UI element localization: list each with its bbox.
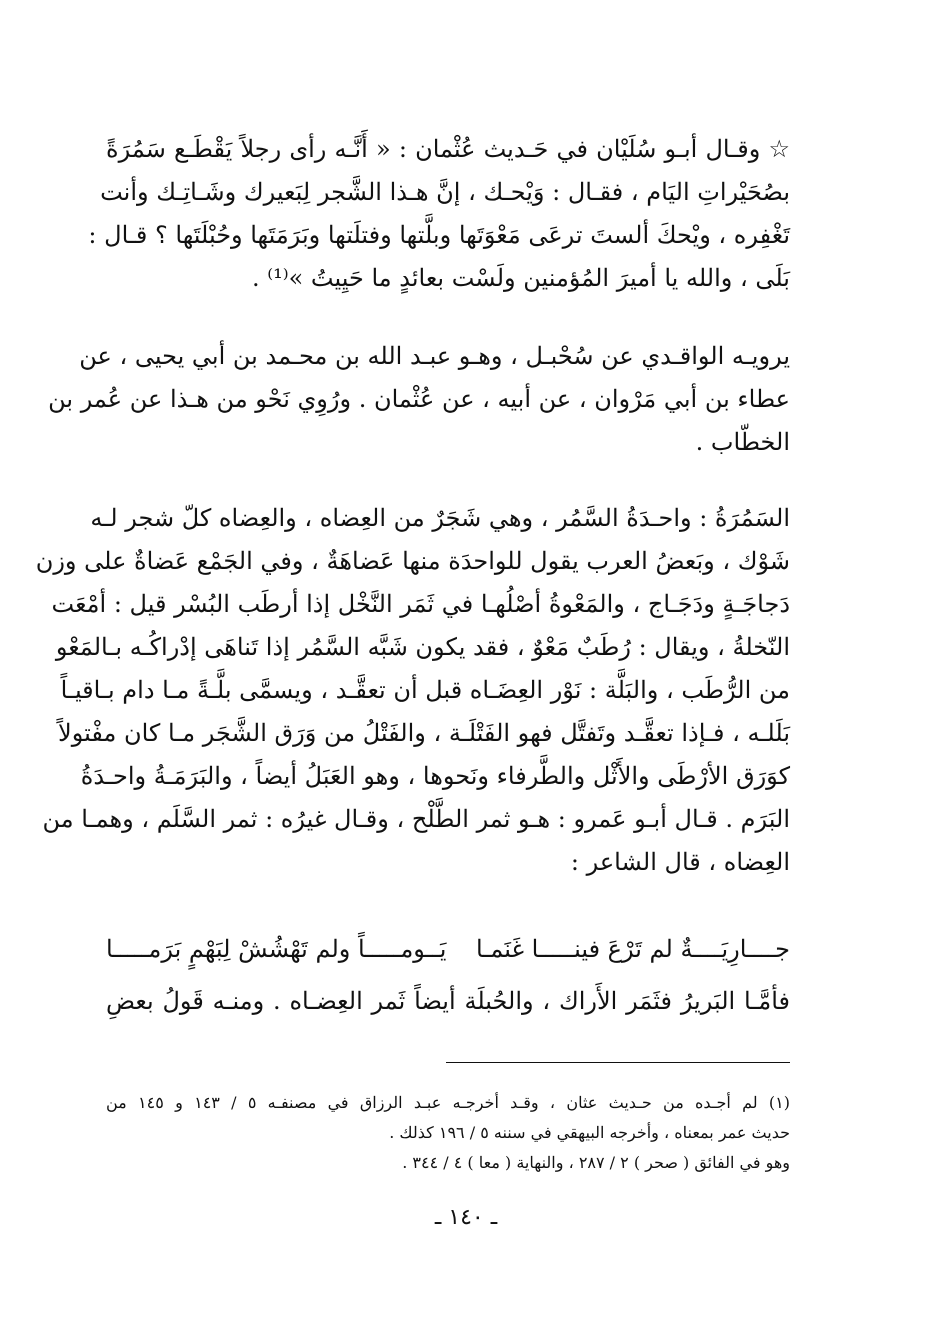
text-line: بَلَى ، والله يا أميرَ المُؤمنين ولَسْت بعائدٍ ما حَيِيتُ »⁽¹⁾ . [251,264,790,292]
text-line: البَرَم . قـال أبـو عَمرو : هـو ثمر الطَّلْح ، وقـال غيرُه : ثمر السَّلَم ، وهمـا من [42,805,790,833]
text-line: ☆ وقـال أبـو سُلَيْان في حَـديث عُثْمان : « أَنَّـه رأى رجلاً يَقْطَـع سَمُرَةً [106,135,790,163]
text-line: بصُحَيْراتِ اليَام ، فقـال : وَيْحـك ، إنَّ هـذا الشَّجر لِبَعيرك وشَـاتِـك وأنت [100,178,790,206]
text-line: النّخلةُ ، ويقال : رُطَبٌ مَعْوٌ ، فقد يكون شَبَّه السَّمُر إذا تَناهَى إدْراكُـه بـالمَعْو [55,633,790,661]
text-line: العِضاه ، قال الشاعر : [570,848,790,876]
text-line: عطاء بن أبي مَرْوان ، عن أبيه ، عن عُثْمان . ورُوِي نَحْو من هـذا عن عُمر بن [48,385,790,413]
text-line: كوَرَق الأرْطَى والأَثْل والطَّرفاء ونَحوها ، وهو العَبَلُ أيضاً ، والبَرَمَـةُ واحـدَةُ [80,762,790,790]
footnote-line: وهو في الفائق ( صحر ) ٢ / ٢٨٧ ، والنهاية ( معا ) ٤ / ٣٤٤ . [402,1153,790,1172]
text-line: شَوْك ، وبَعضُ العرب يقول للواحدَة منها عَضاهَةٌ ، وفي الجَمْع عَضاةٌ على وزن [35,547,790,575]
paragraph-hadith-uthman [88,128,790,300]
text-line: يرويـه الواقـدي عن سُحْبـل ، وهـو عبـد الله بن محـمد بن أبي يحيى ، عن [79,342,790,370]
verse-first-hemistich: جــــارِيَــــةٌ لم تَرْعَ فينـــــا غَنَمـا [475,935,790,963]
text-line: بَلَلـه ، فـإذا تعقَّـد وتَفتَّل فهو الفَتْلَـة ، والفَتْلُ من وَرَق الشَّجَر مـا كان مفْتولاً [58,719,790,747]
text-line: دَجاجَـةٍ ودَجَـاج ، والمَعْوةُ أصْلُهـا في ثَمَر النَّخْل إذا أرطَب البُسْر قيل : أمْعَت [51,590,790,618]
footnotes [106,1088,790,1178]
footnote-line: (١) لم أجـده من حـديث عثان ، وقـد أخرجـه عبـد الرزاق في مصنفـه ٥ / ١٤٣ و ١٤٥ من [106,1093,791,1112]
text-line: السَمُرَةُ : واحـدَةُ السَّمُر ، وهي شَجَرٌ من العِضاه ، والعِضاه كلّ شجر لـه [90,504,790,532]
page-number: ـ ١٤٠ ـ [434,1205,498,1230]
paragraph-explanation [35,497,790,884]
text-line-after-verse: فأمَّـا البَريرُ فثَمَر الأَراك ، والحُبلَة أيضاً ثَمر العِضـاه . ومنـه قَولُ بعضِ [106,987,790,1015]
text-line: الخطّاب . [695,428,790,456]
footnote-separator [446,1062,790,1063]
poetry-verse [106,928,790,971]
text-line: تَغْفِره ، ويْحكَ ألستَ ترعَى مَعْوَتَها وبلَّتها وفتلَتها وبَرَمَتَها وحُبْلَتَها ؟ قـال : [88,221,790,249]
text-line: من الرُّطَب ، والبَلَّة : نَوْر العِضَـاه قبل أن تعقَّـد ، ويسمَّى بلَّـةً مـا دام بـاقيـاً [60,676,790,704]
paragraph-isnad [48,335,790,464]
verse-second-hemistich: يَــومـــــاً ولم تَهْشُشْ لِبَهْمٍ بَرَمـــــا [106,935,447,963]
footnote-line: حديث عمر بمعناه ، وأخرجه البيهقي في سننه ٥ / ١٩٦ كذلك . [389,1123,790,1142]
